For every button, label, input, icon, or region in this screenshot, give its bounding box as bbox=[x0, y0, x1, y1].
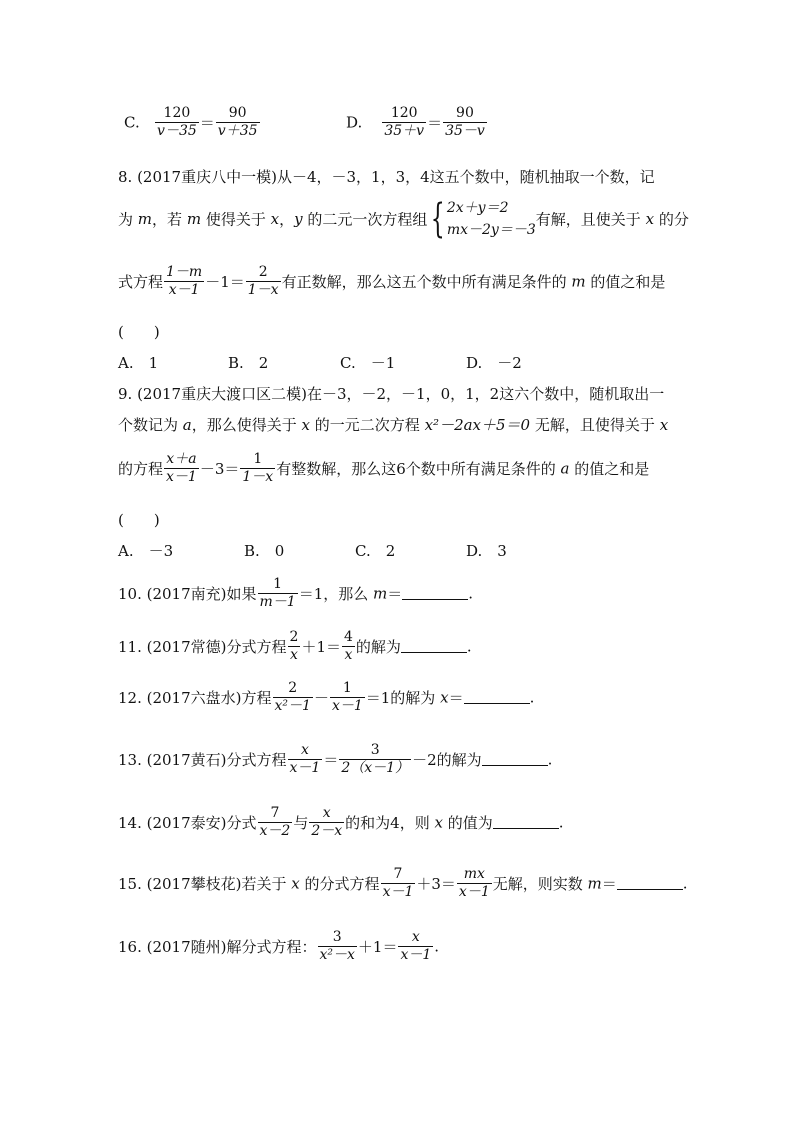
q15-answer-blank[interactable] bbox=[617, 875, 683, 890]
q15-fraction-2: $\frac{mx}{x-1}$ bbox=[458, 866, 490, 900]
q13-fraction-2: $\frac{3}{2(x-1)}$ bbox=[341, 742, 410, 776]
q8-line-3: 式方程 $\frac{1-m}{x-1}$ －1＝ $\frac{2}{1-x}$ 有正数解，那么这五个数中所有满足条件的 m 的值之和是 bbox=[118, 264, 666, 298]
q9-option-b: B. 0 bbox=[244, 542, 285, 560]
q9-option-c: C. 2 bbox=[355, 542, 396, 560]
q8-fraction-2: $\frac{2}{1-x}$ bbox=[247, 264, 279, 298]
q10: 10. (2017南充)如果 $\frac{1}{m-1}$ ＝1，那么 m＝ . bbox=[118, 576, 474, 610]
q16-fraction-1: $\frac{3}{\text{x²－x}}$ bbox=[319, 929, 355, 963]
q9-quadratic: x²－2ax＋5＝0 bbox=[424, 416, 531, 434]
q8-option-c: C. －1 bbox=[340, 354, 396, 372]
q9-line-2: 个数记为 a，那么使得关于 x 的一元二次方程 x²－2ax＋5＝0 无解，且使得关于 x bbox=[118, 416, 669, 434]
q8-fraction-1: $\frac{1-m}{x-1}$ bbox=[166, 264, 203, 298]
q11-fraction-1: $\frac{2}{x}$ bbox=[289, 629, 299, 663]
q9-line-3: 的方程 $\frac{x+a}{x-1}$ －3＝ $\frac{1}{1-x}$ 有整数解，那么这6个数中所有满足条件的 a 的值之和是 bbox=[118, 451, 650, 485]
q15-fraction-1: $\frac{7}{x-1}$ bbox=[382, 866, 414, 900]
q7-d-label: D. bbox=[346, 113, 363, 132]
q10-fraction: $\frac{1}{m-1}$ bbox=[259, 576, 296, 610]
q15: 15. (2017攀枝花)若关于 x 的分式方程 $\frac{7}{x-1}$ ＋3＝ $\frac{mx}{x-1}$ 无解，则实数 m＝ . bbox=[118, 866, 688, 900]
q8-equation-system: 2x＋y＝2 mx－2y＝－3 bbox=[446, 200, 536, 238]
q8-line-2: 为 m，若 m 使得关于 x，y 的二元一次方程组{ 2x＋y＝2 mx－2y＝－3 有解，且使关于 x 的分 bbox=[118, 196, 689, 242]
q9-option-a: A. －3 bbox=[118, 542, 174, 560]
q11-answer-blank[interactable] bbox=[401, 638, 467, 653]
q8-answer-paren: ( ) bbox=[118, 323, 160, 341]
q7-d-fraction-2: $\frac{90}{35-v}$ bbox=[445, 105, 485, 139]
q8-option-b: B. 2 bbox=[228, 354, 269, 372]
q14-fraction-1: $\frac{7}{x-2}$ bbox=[259, 805, 291, 839]
q10-answer-blank[interactable] bbox=[402, 585, 468, 600]
q9-fraction-1: $\frac{x+a}{x-1}$ bbox=[166, 451, 197, 485]
q12-fraction-1: $\frac{2}{\text{x²－1}}$ bbox=[274, 680, 311, 714]
q14-fraction-2: $\frac{x}{2-x}$ bbox=[311, 805, 343, 839]
q13-fraction-1: $\frac{x}{x-1}$ bbox=[289, 742, 321, 776]
q8-system-brace: { bbox=[431, 196, 446, 242]
q7-d-fraction-1: $\frac{120}{35+v}$ bbox=[384, 105, 425, 139]
q12-fraction-2: $\frac{1}{x-1}$ bbox=[331, 680, 363, 714]
q13-answer-blank[interactable] bbox=[482, 751, 548, 766]
q7-option-c: C. $\frac{120}{v-35}$ ＝ $\frac{90}{v+35}$ bbox=[124, 105, 258, 139]
q9-answer-paren: ( ) bbox=[118, 511, 160, 529]
q8-option-a: A. 1 bbox=[118, 354, 159, 372]
q9-line-1: 9. (2017重庆大渡口区二模)在－3，－2，－1，0，1，2这六个数中，随机取出一 bbox=[118, 385, 665, 403]
q7-c-fraction-1: $\frac{120}{v-35}$ bbox=[157, 105, 197, 139]
q7-c-fraction-2: $\frac{90}{v+35}$ bbox=[217, 105, 258, 139]
q9-option-d: D. 3 bbox=[466, 542, 507, 560]
q7-c-label: C. bbox=[124, 113, 140, 132]
q11-fraction-2: $\frac{4}{x}$ bbox=[343, 629, 353, 663]
q12-answer-blank[interactable] bbox=[464, 689, 530, 704]
q16-fraction-2: $\frac{x}{x-1}$ bbox=[400, 929, 432, 963]
q11: 11. (2017常德)分式方程 $\frac{2}{x}$ ＋1＝ $\frac{4}{x}$ 的解为 . bbox=[118, 629, 472, 663]
q16: 16. (2017随州)解分式方程： $\frac{3}{\text{x²－x}}$ ＋1＝ $\frac{x}{x-1}$ . bbox=[118, 929, 440, 963]
q13: 13. (2017黄石)分式方程 $\frac{x}{x-1}$ ＝ $\frac{3}{2(x-1)}$ －2的解为 . bbox=[118, 742, 553, 776]
q8-option-d: D. －2 bbox=[466, 354, 522, 372]
q14-answer-blank[interactable] bbox=[493, 814, 559, 829]
q8-line-1: 8. (2017重庆八中一模)从－4，－3，1，3，4这五个数中，随机抽取一个数，记 bbox=[118, 168, 655, 186]
q12: 12. (2017六盘水)方程 $\frac{2}{\text{x²－1}}$ － $\frac{1}{x-1}$ ＝1的解为 x＝ . bbox=[118, 680, 535, 714]
q7-option-d: D. $\frac{120}{35+v}$ ＝ $\frac{90}{35-v}$ bbox=[346, 105, 485, 139]
q14: 14. (2017泰安)分式 $\frac{7}{x-2}$ 与 $\frac{x}{2-x}$ 的和为4，则 x 的值为 . bbox=[118, 805, 564, 839]
q9-fraction-2: $\frac{1}{1-x}$ bbox=[242, 451, 274, 485]
